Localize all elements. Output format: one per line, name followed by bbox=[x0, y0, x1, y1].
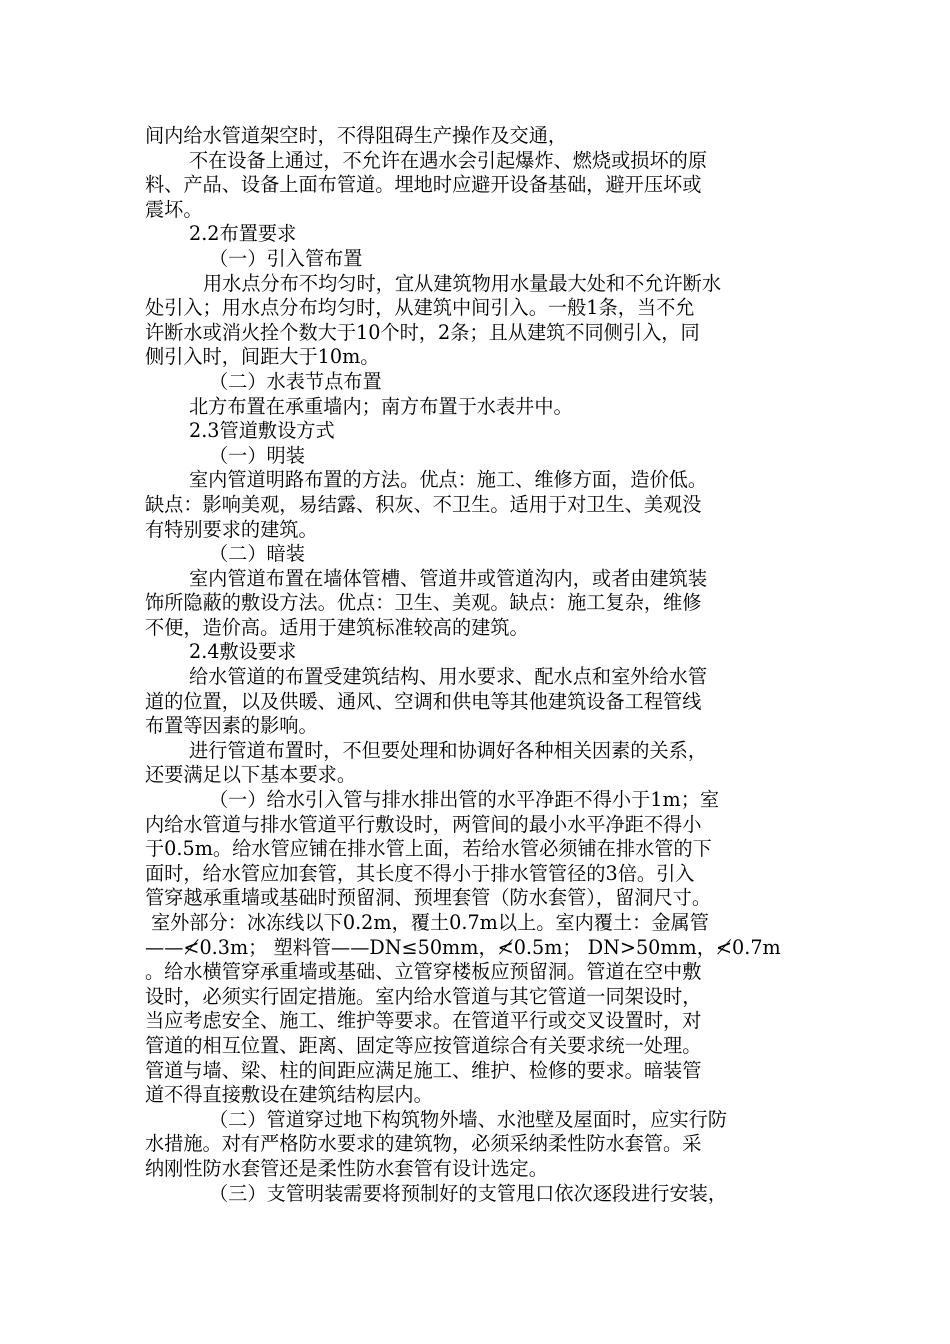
paragraph-line: 用水点分布不均匀时，宜从建筑物用水量最大处和不允许断水 bbox=[203, 271, 722, 295]
paragraph-line: 进行管道布置时，不但要处理和协调好各种相关因素的关系， bbox=[189, 738, 708, 762]
subsection-heading: （一）明装 bbox=[209, 443, 305, 467]
text-line: 许断水或消火拴个数大于10个时，2条；且从建筑不同侧引入，同 bbox=[145, 320, 700, 344]
text-line: 布置等因素的影响。 bbox=[145, 714, 318, 738]
paragraph-line: （三）支管明装需要将预制好的支管甩口依次逐段进行安装， bbox=[209, 1181, 728, 1205]
text-line: 饰所隐蔽的敷设方法。优点：卫生、美观。缺点：施工复杂，维修 bbox=[145, 591, 702, 615]
text-line: 缺点：影响美观，易结露、积灰、不卫生。适用于对卫生、美观没 bbox=[145, 492, 702, 516]
text-line: 设时，必须实行固定措施。室内给水管道与其它管道一同架设时， bbox=[145, 984, 702, 1008]
text-line: 不便，造价高。适用于建筑标准较高的建筑。 bbox=[145, 615, 529, 639]
paragraph-line: 北方布置在承重墙内；南方布置于水表井中。 bbox=[189, 394, 573, 418]
text-line: 当应考虑安全、施工、维护等要求。在管道平行或交叉设置时，对 bbox=[145, 1009, 702, 1033]
document-body bbox=[145, 124, 825, 1206]
section-heading: 2.4敷设要求 bbox=[189, 640, 297, 664]
section-heading: 2.3管道敷设方式 bbox=[189, 419, 335, 443]
text-line: 道的位置，以及供暖、通风、空调和供电等其他建筑设备工程管线 bbox=[145, 689, 702, 713]
text-line: 间内给水管道架空时，不得阻碍生产操作及交通， bbox=[145, 124, 568, 147]
text-line: 处引入；用水点分布均匀时，从建筑中间引入。一般1条，当不允 bbox=[145, 296, 695, 320]
text-line: 。给水横管穿承重墙或基础、立管穿楼板应预留洞。管道在空中敷 bbox=[145, 960, 702, 984]
text-line: 震坏。 bbox=[145, 197, 203, 221]
text-line: 料、产品、设备上面布管道。埋地时应避开设备基础，避开压坏或 bbox=[145, 173, 702, 197]
text-line: 于0.5m。给水管应铺在排水管上面，若给水管必须铺在排水管的下 bbox=[145, 837, 712, 861]
text-line: 管道与墙、梁、柱的间距应满足施工、维护、检修的要求。暗装管 bbox=[145, 1058, 702, 1082]
text-line: 侧引入时，间距大于10m。 bbox=[145, 345, 380, 369]
paragraph-line: （二）管道穿过地下构筑物外墙、水池壁及屋面时，应实行防 bbox=[209, 1107, 728, 1131]
text-line: 管道的相互位置、距离、固定等应按管道综合有关要求统一处理。 bbox=[145, 1033, 702, 1057]
text-line: 管穿越承重墙或基础时预留洞、预埋套管（防水套管），留洞尺寸。 bbox=[145, 886, 712, 910]
paragraph-line: （一）给水引入管与排水排出管的水平净距不得小于1m；室 bbox=[209, 788, 720, 812]
paragraph-line: 给水管道的布置受建筑结构、用水要求、配水点和室外给水管 bbox=[189, 665, 708, 689]
paragraph-line: 室内管道布置在墙体管槽、管道井或管道沟内，或者由建筑装 bbox=[189, 566, 708, 590]
subsection-heading: （二）水表节点布置 bbox=[209, 369, 382, 393]
text-line: 室外部分：冰冻线以下0.2m，覆土0.7m以上。室内覆土：金属管 bbox=[151, 911, 709, 934]
section-heading: 2.2布置要求 bbox=[189, 222, 297, 246]
subsection-heading: （二）暗装 bbox=[209, 542, 305, 566]
text-line: 有特别要求的建筑。 bbox=[145, 517, 318, 541]
text-line: 还要满足以下基本要求。 bbox=[145, 763, 357, 787]
text-line: 内给水管道与排水管道平行敷设时，两管间的最小水平净距不得小 bbox=[145, 812, 702, 836]
text-line: 面时，给水管应加套管，其长度不得小于排水管管径的3倍。引入 bbox=[145, 861, 695, 885]
text-line: 道不得直接敷设在建筑结构层内。 bbox=[145, 1083, 433, 1107]
paragraph-line: 室内管道明路布置的方法。优点：施工、维修方面，造价低。 bbox=[189, 468, 708, 492]
paragraph-line: 不在设备上通过，不允许在遇水会引起爆炸、燃烧或损坏的原 bbox=[189, 148, 708, 172]
text-line: ——≮0.3m； 塑料管——DN≤50mm，≮0.5m； DN>50mm，≮0.7m bbox=[145, 935, 781, 959]
text-line: 纳刚性防水套管还是柔性防水套管有设计选定。 bbox=[145, 1156, 548, 1180]
text-line: 水措施。对有严格防水要求的建筑物，必须采纳柔性防水套管。采 bbox=[145, 1132, 702, 1156]
subsection-heading: （一）引入管布置 bbox=[209, 246, 363, 270]
